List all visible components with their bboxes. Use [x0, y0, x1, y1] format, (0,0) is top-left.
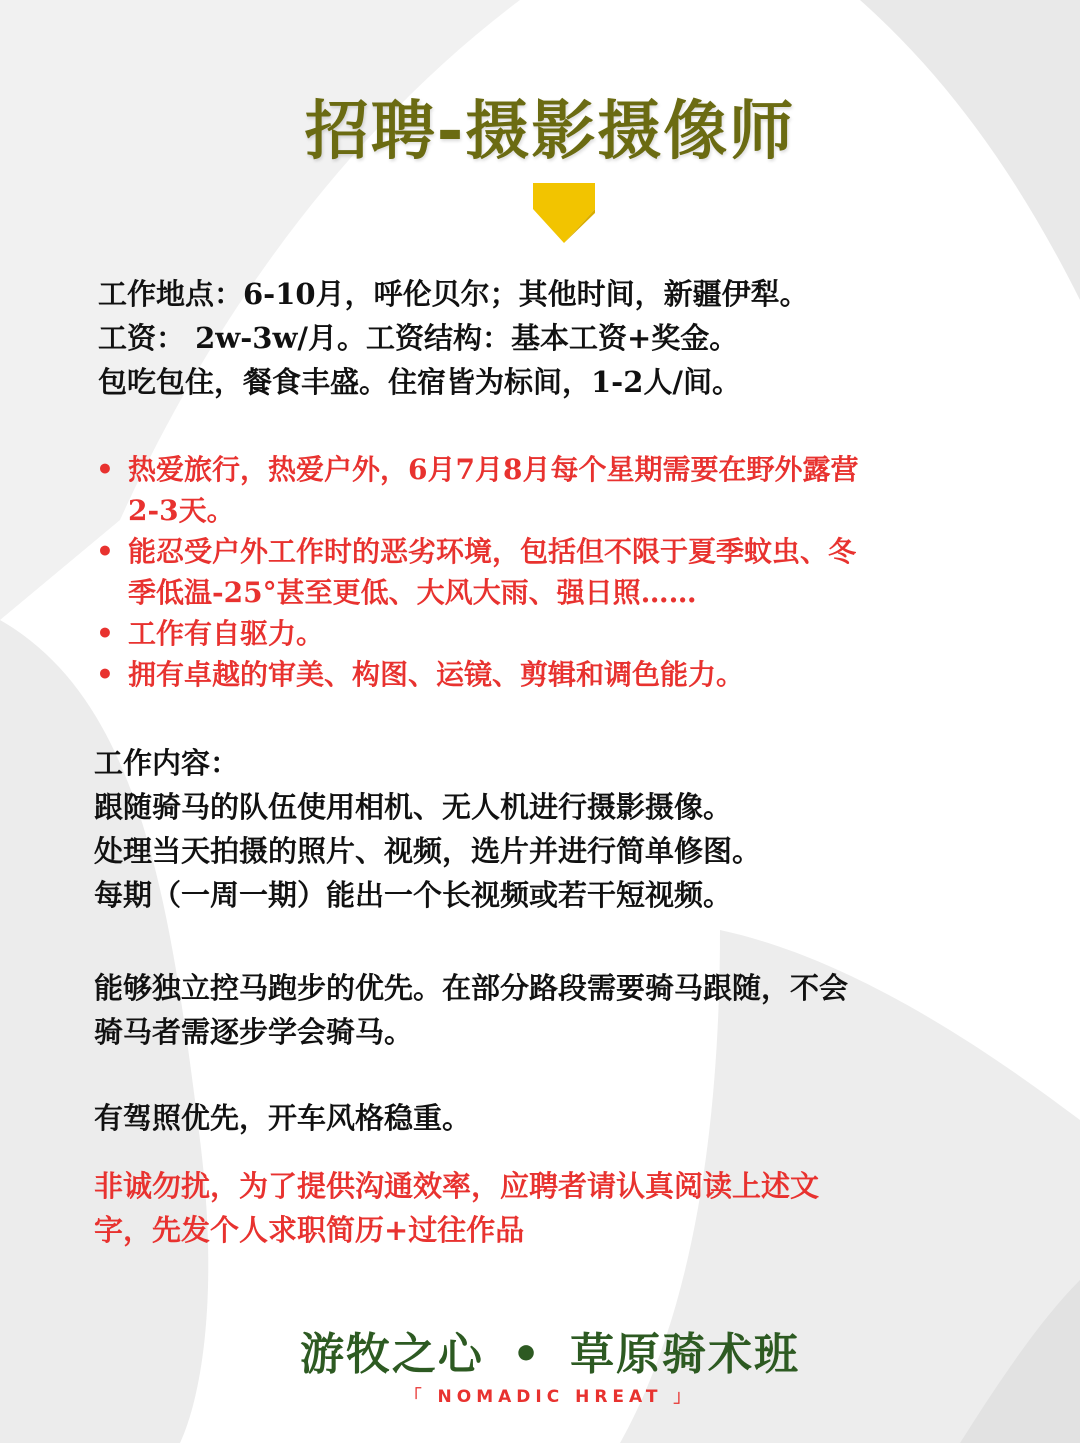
down-arrow-icon — [533, 183, 595, 243]
bullet-dot: • — [96, 617, 114, 650]
requirements-list — [96, 449, 976, 695]
requirement-text: 热爱旅行，热爱户外，6月7月8月每个星期需要在野外露营 2-3天。 — [128, 453, 859, 527]
list-item — [96, 449, 976, 531]
application-notice: 非诚勿扰，为了提供沟通效率，应聘者请认真阅读上述文 字，先发个人求职简历+过往作品 — [94, 1169, 820, 1247]
brand-logo — [0, 1318, 1080, 1382]
brand-subtitle: 「 NOMADIC HREAT 」 — [404, 1387, 696, 1407]
brand-right: 草原骑术班 — [570, 1329, 801, 1380]
job-content — [94, 741, 761, 917]
list-item — [96, 613, 976, 654]
requirement-text: 工作有自驱力。 — [128, 617, 325, 650]
content-line: 每期（一周一期）能出一个长视频或若干短视频。 — [94, 878, 733, 912]
requirement-text: 能忍受户外工作时的恶劣环境，包括但不限于夏季蚊虫、冬 季低温-25°甚至更低、大风大雨、强日照…… — [128, 535, 857, 609]
riding-requirement: 能够独立控马跑步的优先。在部分路段需要骑马跟随，不会 骑马者需逐步学会骑马。 — [94, 971, 849, 1049]
salary: 工资： 2w-3w/月。工资结构：基本工资+奖金。 — [98, 321, 739, 355]
content-line: 跟随骑马的队伍使用相机、无人机进行摄影摄像。 — [94, 790, 733, 824]
list-item — [96, 654, 976, 695]
brand-separator: • — [511, 1329, 543, 1380]
page-title: 招聘-摄影摄像师 — [304, 95, 796, 169]
accommodation: 包吃包住，餐食丰盛。住宿皆为标间，1-2人/间。 — [98, 365, 741, 399]
bullet-dot: • — [96, 535, 114, 568]
work-location: 工作地点：6-10月，呼伦贝尔；其他时间，新疆伊犁。 — [98, 277, 809, 311]
license-requirement: 有驾照优先，开车风格稳重。 — [94, 1101, 472, 1135]
list-item — [96, 531, 976, 613]
requirement-text: 拥有卓越的审美、构图、运镜、剪辑和调色能力。 — [128, 658, 745, 691]
job-intro — [98, 272, 809, 404]
bullet-dot: • — [96, 658, 114, 691]
content-heading: 工作内容： — [94, 746, 240, 780]
content-line: 处理当天拍摄的照片、视频，选片并进行简单修图。 — [94, 834, 762, 868]
bullet-dot: • — [96, 453, 114, 486]
brand-left: 游牧之心 — [299, 1329, 484, 1380]
